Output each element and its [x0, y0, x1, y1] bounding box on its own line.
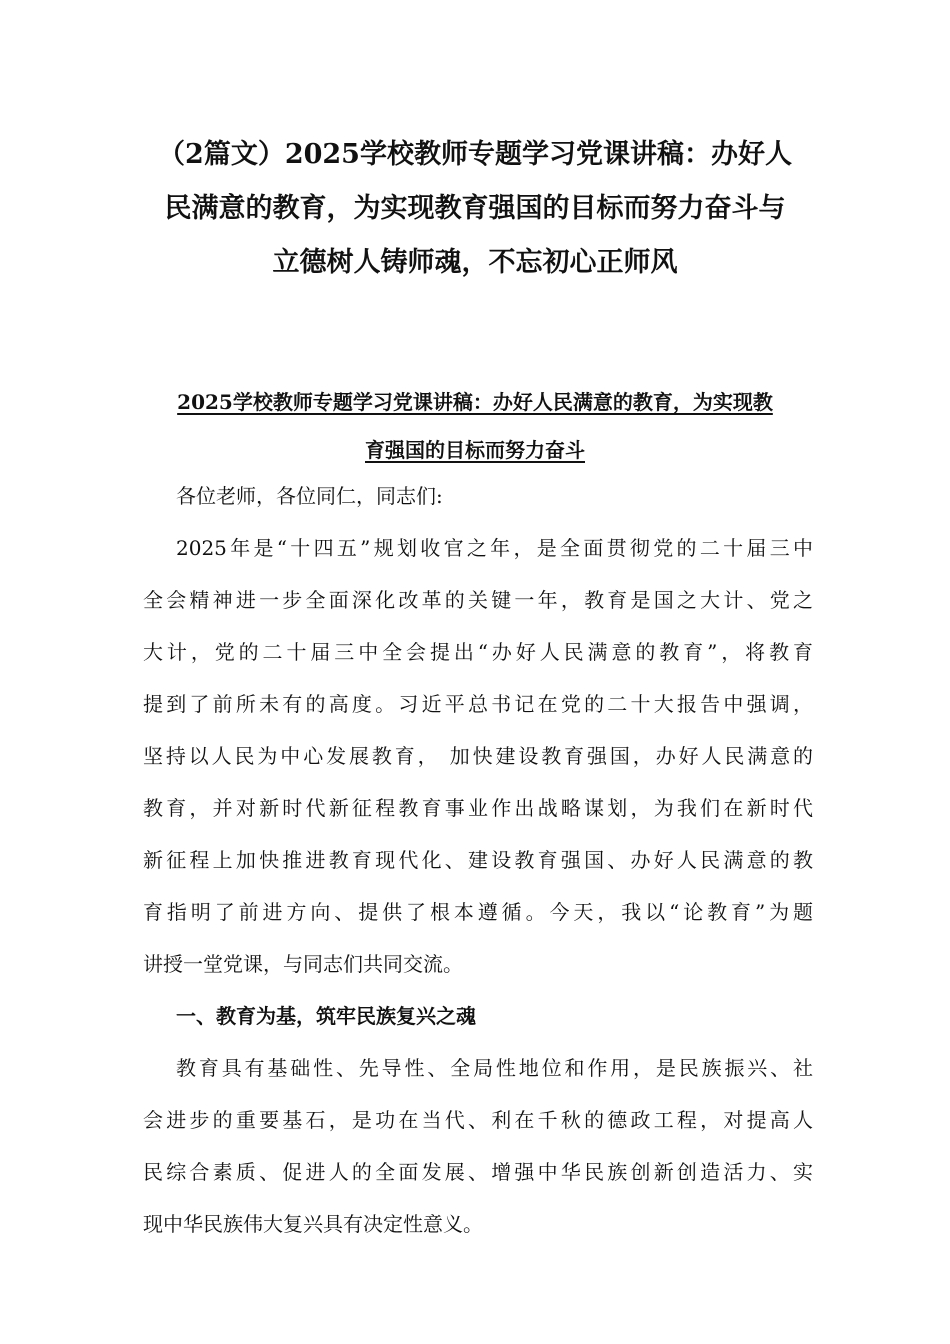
greeting: 各位老师，各位同仁，同志们: — [176, 484, 443, 508]
document-title-line: （2篇文）2025学校教师专题学习党课讲稿：办好人 — [158, 139, 792, 170]
intro-line: 育指明了前进方向、提供了根本遵循。今天，我以“论教育”为题 — [143, 900, 813, 924]
paragraph-line: 会进步的重要基石，是功在当代、利在千秋的德政工程，对提高人 — [143, 1108, 813, 1132]
document-title-line: 民满意的教育，为实现教育强国的目标而努力奋斗与 — [164, 193, 786, 224]
paragraph-line: 教育具有基础性、先导性、全局性地位和作用，是民族振兴、社 — [176, 1056, 813, 1080]
intro-line: 教育，并对新时代新征程教育事业作出战略谋划，为我们在新时代 — [143, 796, 813, 820]
intro-line: 讲授一堂党课，与同志们共同交流。 — [143, 952, 463, 976]
section-heading: 一、教育为基，筑牢民族复兴之魂 — [176, 1004, 476, 1028]
section-title-line: 2025学校教师专题学习党课讲稿：办好人民满意的教育，为实现教 — [177, 390, 773, 414]
intro-line: 大计，党的二十届三中全会提出“办好人民满意的教育”，将教育 — [143, 640, 813, 664]
intro-line: 坚持以人民为中心发展教育， 加快建设教育强国，办好人民满意的 — [143, 744, 813, 768]
paragraph-line: 现中华民族伟大复兴具有决定性意义。 — [143, 1212, 483, 1236]
intro-line: 新征程上加快推进教育现代化、建设教育强国、办好人民满意的教 — [143, 848, 813, 872]
intro-line: 提到了前所未有的高度。习近平总书记在党的二十大报告中强调， — [143, 692, 813, 716]
document-body — [143, 470, 813, 1250]
intro-line: 2025年是“十四五”规划收官之年，是全面贯彻党的二十届三中 — [176, 536, 813, 560]
document-title-line: 立德树人铸师魂，不忘初心正师风 — [272, 247, 678, 278]
intro-line: 全会精神进一步全面深化改革的关键一年，教育是国之大计、党之 — [143, 588, 813, 612]
paragraph-line: 民综合素质、促进人的全面发展、增强中华民族创新创造活力、实 — [143, 1160, 813, 1184]
section-title-line: 育强国的目标而努力奋斗 — [365, 438, 585, 462]
section-title — [140, 378, 810, 474]
document-title — [140, 128, 810, 290]
